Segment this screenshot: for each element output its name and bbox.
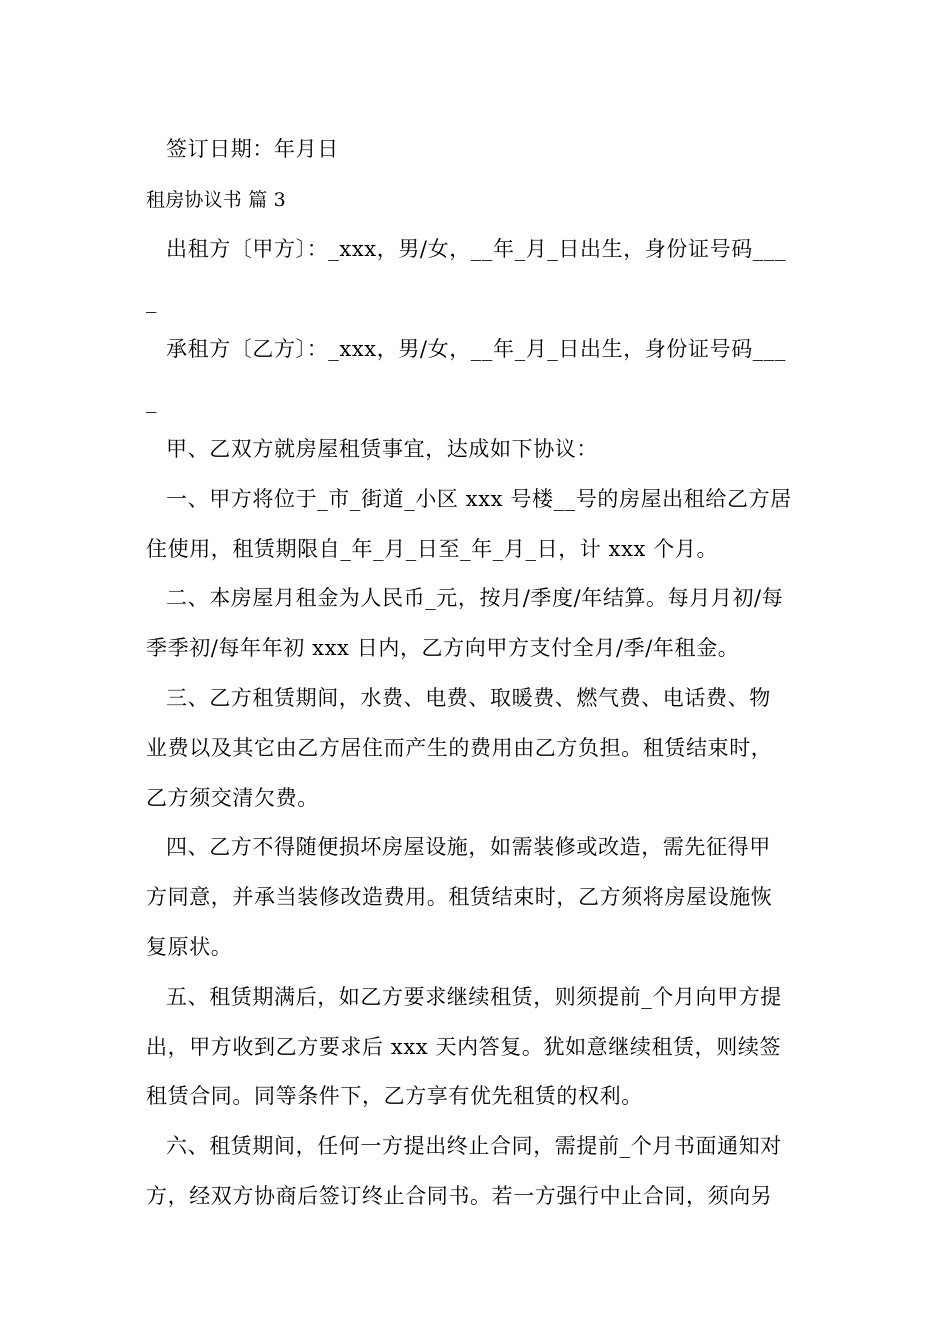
clause-5-line-3: 租赁合同。同等条件下，乙方享有优先租赁的权利。 — [146, 1084, 643, 1108]
lessee-line-continuation: _ — [146, 389, 158, 413]
clause-4-line-1: 四、乙方不得随便损坏房屋设施，如需装修或改造，需先征得甲 — [166, 835, 771, 859]
clause-3-line-1: 三、乙方租赁期间，水费、电费、取暖费、燃气费、电话费、物 — [166, 686, 771, 710]
agreement-intro: 甲、乙双方就房屋租赁事宜，达成如下协议： — [166, 437, 598, 461]
clause-4-line-3: 复原状。 — [146, 935, 233, 959]
clause-3-line-2: 业费以及其它由乙方居住而产生的费用由乙方负担。租赁结束时， — [146, 736, 773, 760]
clause-1-line-2: 住使用，租赁期限自_年_月_日至_年_月_日，计 xxx 个月。 — [146, 537, 719, 561]
clause-2-line-1: 二、本房屋月租金为人民币_元，按月/季度/年结算。每月月初/每 — [166, 586, 784, 610]
clause-6-line-2: 方，经双方协商后签订终止合同书。若一方强行中止合同，须向另 — [146, 1184, 773, 1208]
clause-6-line-1: 六、租赁期间，任何一方提出终止合同，需提前_个月书面通知对 — [166, 1134, 782, 1158]
clause-4-line-2: 方同意，并承当装修改造费用。租赁结束时，乙方须将房屋设施恢 — [146, 885, 773, 909]
lessor-line: 出租方〔甲方〕：_xxx，男/女，__年_月_日出生，身份证号码___ — [166, 237, 787, 261]
signing-date-line: 签订日期：年月日 — [166, 137, 339, 161]
clause-2-line-2: 季季初/每年年初 xxx 日内，乙方向甲方支付全月/季/年租金。 — [146, 636, 740, 660]
lessor-line-continuation: _ — [146, 289, 158, 313]
clause-3-line-3: 乙方须交清欠费。 — [146, 786, 319, 810]
clause-1-line-1: 一、甲方将位于_市_街道_小区 xxx 号楼__号的房屋出租给乙方居 — [166, 487, 792, 511]
clause-5-line-1: 五、租赁期满后，如乙方要求继续租赁，则须提前_个月向甲方提 — [166, 985, 782, 1009]
lessee-line: 承租方〔乙方〕：_xxx，男/女，__年_月_日出生，身份证号码___ — [166, 337, 787, 361]
section-heading: 租房协议书 篇 3 — [146, 189, 286, 211]
clause-5-line-2: 出，甲方收到乙方要求后 xxx 天内答复。犹如意继续租赁，则续签 — [146, 1035, 782, 1059]
